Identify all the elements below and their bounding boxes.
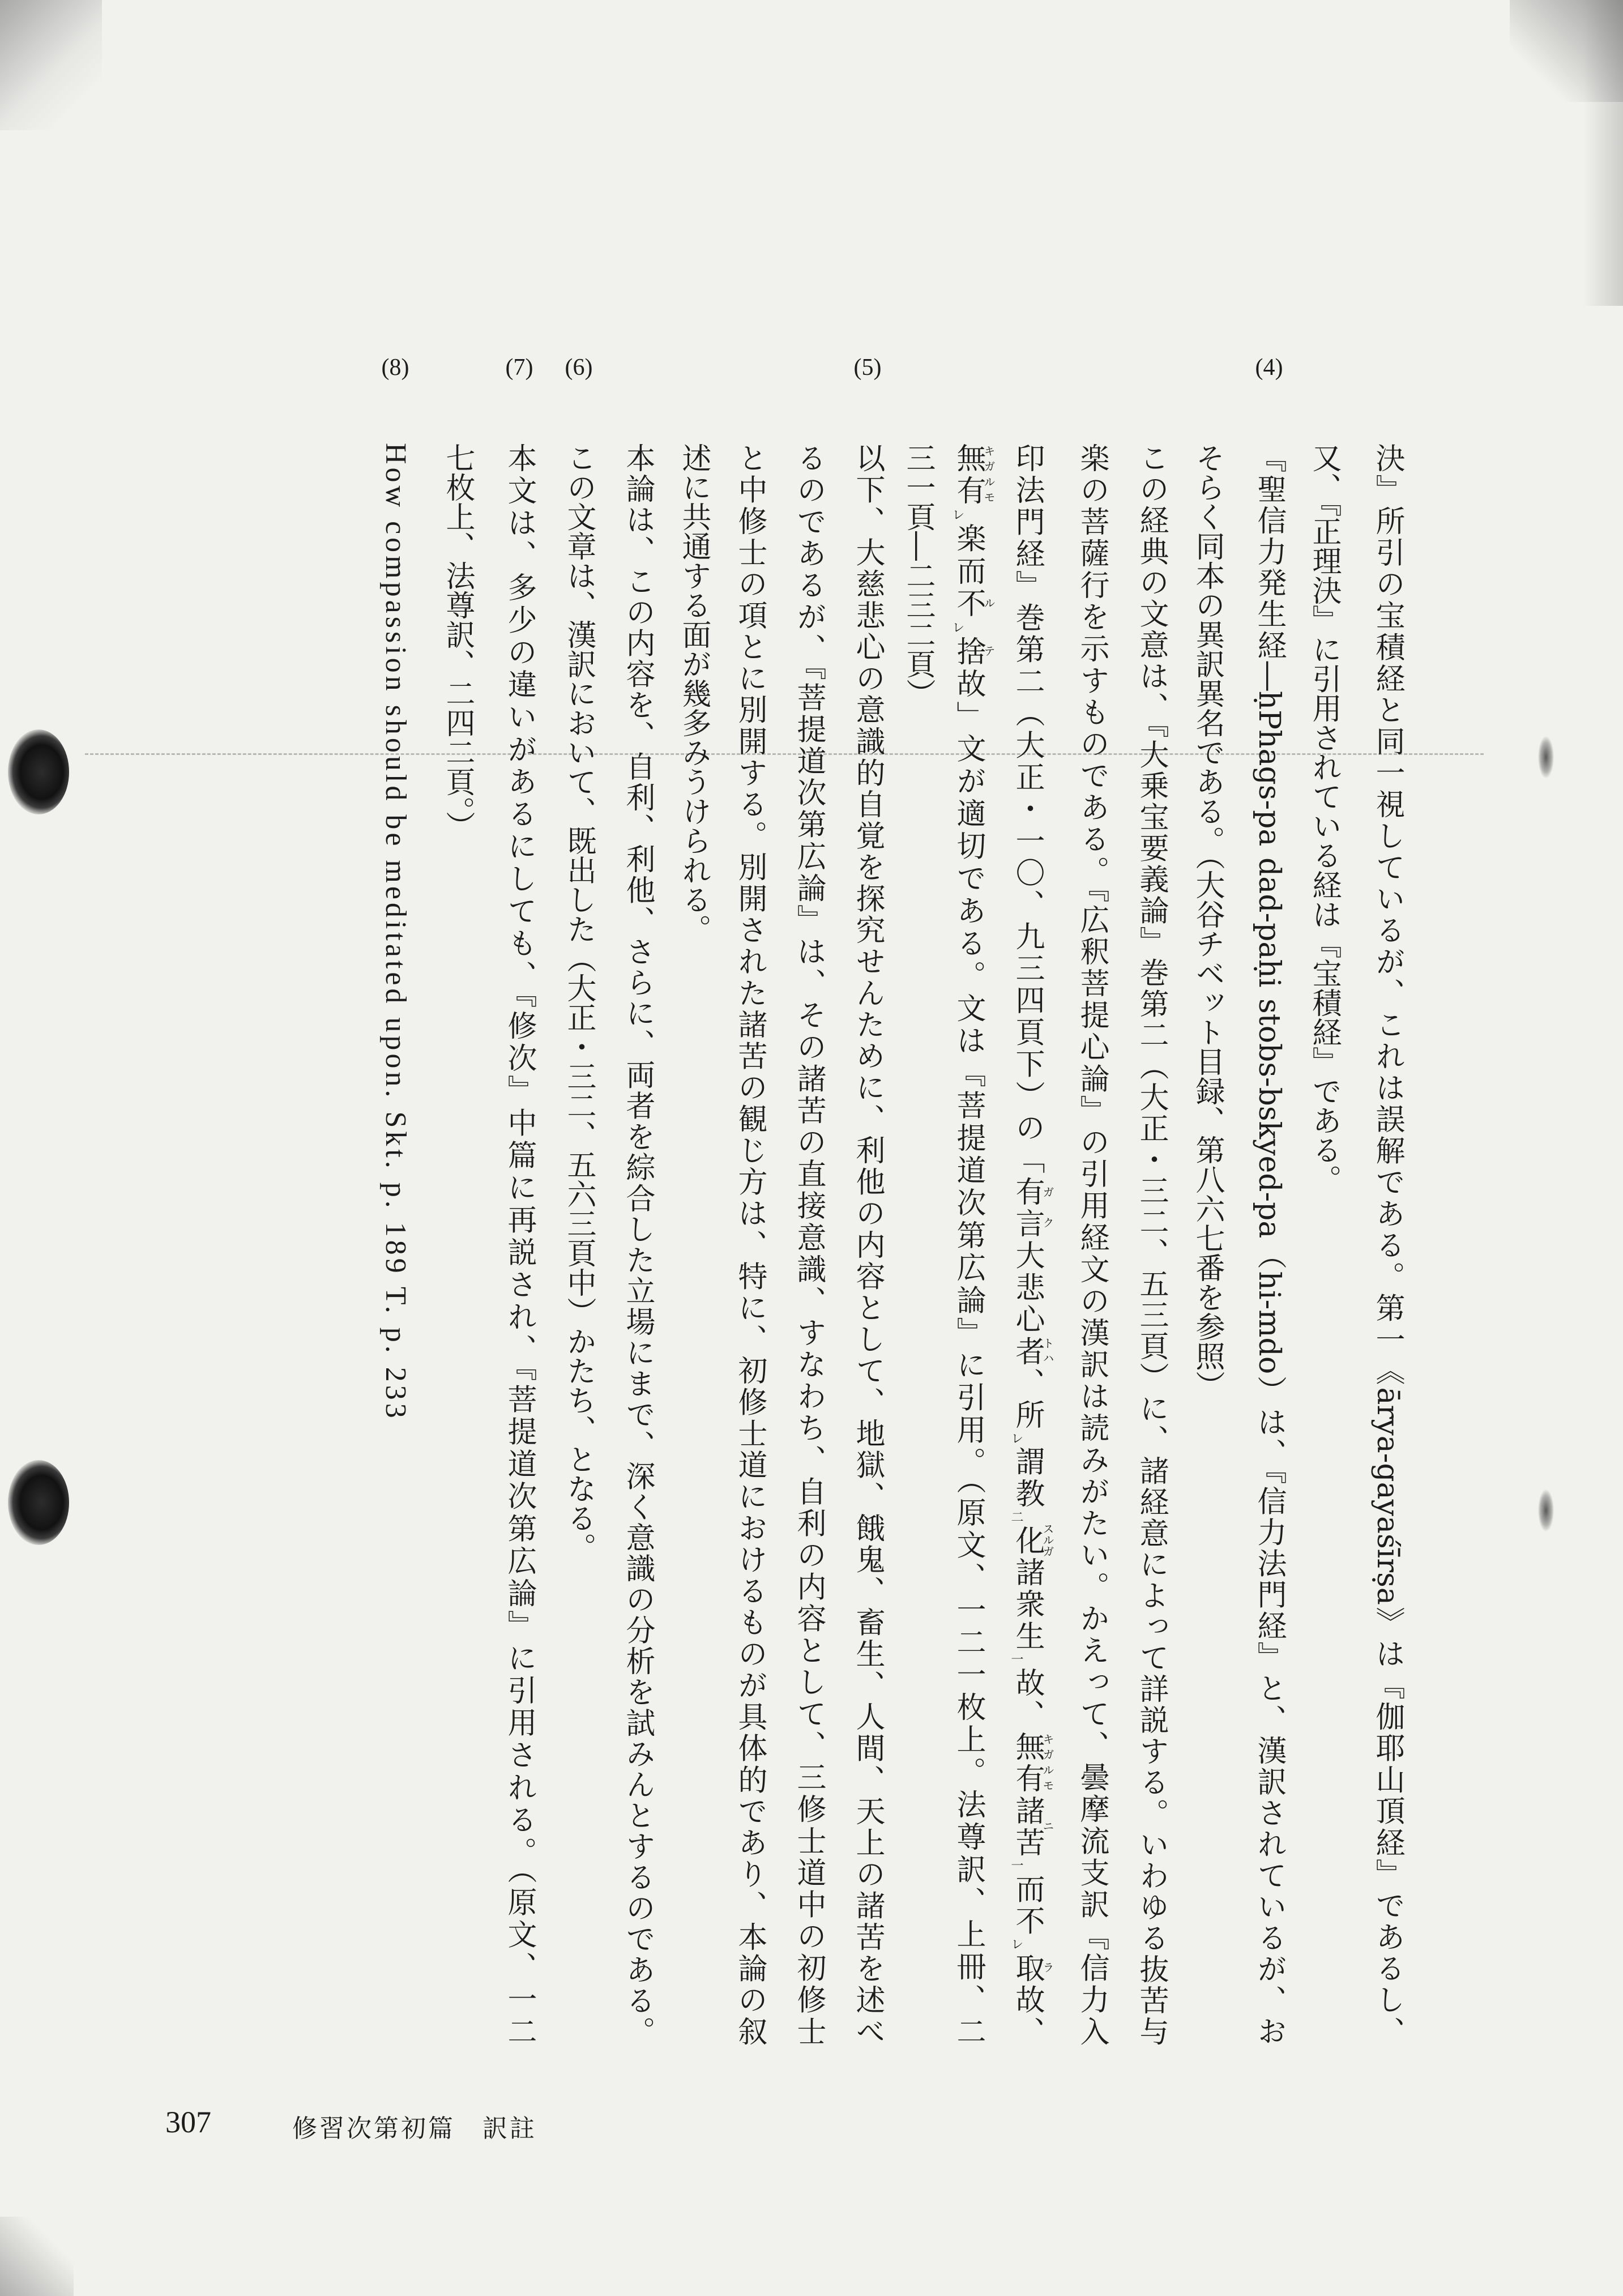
text-run: 而 <box>1010 1873 1044 1906</box>
katakana-gloss: ラ <box>1041 1952 1054 1982</box>
note-text-line <box>950 443 996 2046</box>
note-marker: (5) <box>853 355 882 381</box>
text-run: 不 <box>1010 1905 1044 1938</box>
kaeriten-mark: 二 <box>1009 1510 1023 1525</box>
text-run: 三一頁―二三二頁） <box>901 443 935 708</box>
text-run: 、 <box>1010 1367 1044 1400</box>
gloss-base-text: 無有 <box>1010 1731 1044 1795</box>
text-run: 本文は、多少の違いがあるにしても、『修次』中篇に再説され、『菩提道次第広論』に引用される。（原文、一二 <box>502 443 536 2046</box>
text-run: この文章は、漢訳において、既出した（大正・三二、五六三頁中）かたち、となる。 <box>562 443 596 1562</box>
scan-noise-edge <box>1583 0 1623 306</box>
text-run: 謂 <box>1010 1446 1044 1479</box>
gloss-base-text: 有言 <box>1010 1176 1044 1240</box>
text-run: 楽而 <box>951 523 985 588</box>
note-text-line <box>673 443 714 2046</box>
note-marker: (7) <box>505 355 533 381</box>
note-marker: (6) <box>565 355 593 381</box>
note-text-line <box>375 443 416 2046</box>
scan-smudge <box>1538 736 1554 778</box>
gloss-base-text: 者 <box>1010 1335 1044 1368</box>
note-text-line <box>1249 443 1289 2046</box>
text-run: 『聖信力発生経―ḥPhags-pa dad-paḥi stobs-bskyed-pa（hi-mdo）は、『信力法門経』と、漢訳されているが、お <box>1252 443 1286 2046</box>
note-text-line <box>729 443 770 2046</box>
glossed-text <box>1010 1335 1054 1368</box>
note-text-line <box>499 443 540 2046</box>
note-text-line <box>1009 443 1054 2046</box>
text-run: 以下、大慈悲心の意識的自覚を探究せんために、利他の内容として、地獄、餓鬼、畜生、人間、天上の諸苦を述べ <box>851 443 885 2046</box>
gloss-base-text: 捨 <box>951 635 985 669</box>
glossed-text <box>1010 1731 1054 1795</box>
kaeriten-mark: レ <box>950 507 964 523</box>
gloss-base-text: 化 <box>1010 1522 1044 1557</box>
text-run: 七枚上、法尊訳、二四二頁。） <box>441 443 475 840</box>
katakana-gloss: キガルモ <box>982 443 996 505</box>
text-run: How compassion should be meditated upon. Skt. p. 189 T. p. 233 <box>379 443 412 1422</box>
text-run: 故、 <box>1010 1984 1044 2046</box>
note-marker: (4) <box>1255 355 1283 381</box>
note-text-line <box>898 443 938 2046</box>
scan-smudge <box>1538 1490 1554 1531</box>
text-run: るのであるが、『菩提道次第広論』は、その諸苦の直接意識、すなわち、自利の内容として、三修士道中の初修士 <box>792 443 826 2046</box>
page-number: 307 <box>165 2105 211 2139</box>
note-text-line <box>437 443 478 2046</box>
text-run: 教 <box>1010 1478 1044 1510</box>
text-run: この経典の文意は、『大乗宝要義論』巻第二（大正・三二、五三頁）に、諸経意によって詳説する。いわゆる抜苦与 <box>1134 443 1168 2046</box>
note-text-line <box>1367 443 1408 2046</box>
note-text-line <box>847 443 888 2046</box>
gloss-base-text: 取 <box>1010 1952 1044 1985</box>
scan-noise-corner <box>0 2217 74 2296</box>
glossed-text <box>1010 1522 1054 1557</box>
katakana-gloss: ニ <box>1041 1795 1054 1857</box>
katakana-gloss: テ <box>982 635 996 665</box>
scan-noise-corner <box>0 0 102 130</box>
glossed-text <box>951 588 996 621</box>
text-run: 所 <box>1010 1399 1044 1432</box>
note-text-line <box>1131 443 1172 2046</box>
kaeriten-mark: レ <box>950 620 964 636</box>
kaeriten-mark: 一 <box>1009 1859 1023 1874</box>
text-run: 印法門経』巻第二（大正・一〇、九三四頁下）の「 <box>1010 443 1044 1177</box>
punch-hole <box>8 1460 69 1545</box>
note-text-line <box>1304 443 1344 2046</box>
kaeriten-mark: 一 <box>1009 1653 1023 1668</box>
note-text-line <box>1187 443 1228 2046</box>
glossed-text <box>951 443 996 508</box>
katakana-gloss: ガク <box>1041 1176 1054 1238</box>
katakana-gloss: スルガ <box>1041 1522 1054 1557</box>
note-marker: (8) <box>381 355 409 381</box>
note-text-line <box>788 443 829 2046</box>
text-run: 故」文が適切である。文は『菩提道次第広論』に引用。（原文、一二一枚上。法尊訳、上冊、二 <box>951 668 985 2046</box>
text-run: 大悲心 <box>1010 1240 1044 1336</box>
katakana-gloss: キガルモ <box>1041 1731 1054 1793</box>
text-run: 又、『正理決』に引用されている経は『宝積経』である。 <box>1307 443 1341 1194</box>
running-head: 修習次第初篇 訳註 <box>292 2114 537 2143</box>
gloss-base-text: 諸苦 <box>1010 1795 1044 1859</box>
gloss-base-text: 無有 <box>951 443 985 508</box>
text-run: と中修士の項とに別開する。別開された諸苦の観じ方は、特に、初修士道におけるものが具体的であり、本論の叙 <box>733 443 767 2046</box>
text-run: 故、 <box>1010 1667 1044 1731</box>
note-text-line <box>558 443 599 2046</box>
text-run: 楽の菩薩行を示すものである。『広釈菩提心論』の引用経文の漢訳は読みがたい。かえって、曇摩流支訳『信力入 <box>1075 443 1109 2046</box>
punch-hole <box>8 729 69 814</box>
text-run: 諸衆生 <box>1010 1554 1044 1653</box>
kaeriten-mark: レ <box>1009 1937 1023 1953</box>
note-text-line <box>617 443 658 2046</box>
note-text-line <box>1071 443 1112 2046</box>
text-run: 述に共通する面が幾多みうけられる。 <box>677 443 711 944</box>
text-run: そらく同本の異訳異名である。（大谷チベット目録、第八六七番を参照） <box>1190 443 1224 1400</box>
katakana-gloss: トハ <box>1041 1335 1054 1365</box>
text-run: 本論は、この内容を、自利、利他、さらに、両者を綜合した立場にまで、深く意識の分析を試みんとするのである。 <box>621 443 655 2046</box>
glossed-text <box>1010 1795 1054 1859</box>
glossed-text <box>1010 1176 1054 1240</box>
kaeriten-mark: レ <box>1009 1431 1023 1446</box>
text-run: 決』所引の宝積経と同一視しているが、これは誤解である。第一《ārya-gayaśīrṣa》は『伽耶山頂経』であるし、 <box>1370 443 1404 2046</box>
glossed-text <box>951 635 996 669</box>
glossed-text <box>1010 1952 1054 1985</box>
katakana-gloss: ル <box>982 588 996 618</box>
gloss-base-text: 不 <box>951 588 985 621</box>
